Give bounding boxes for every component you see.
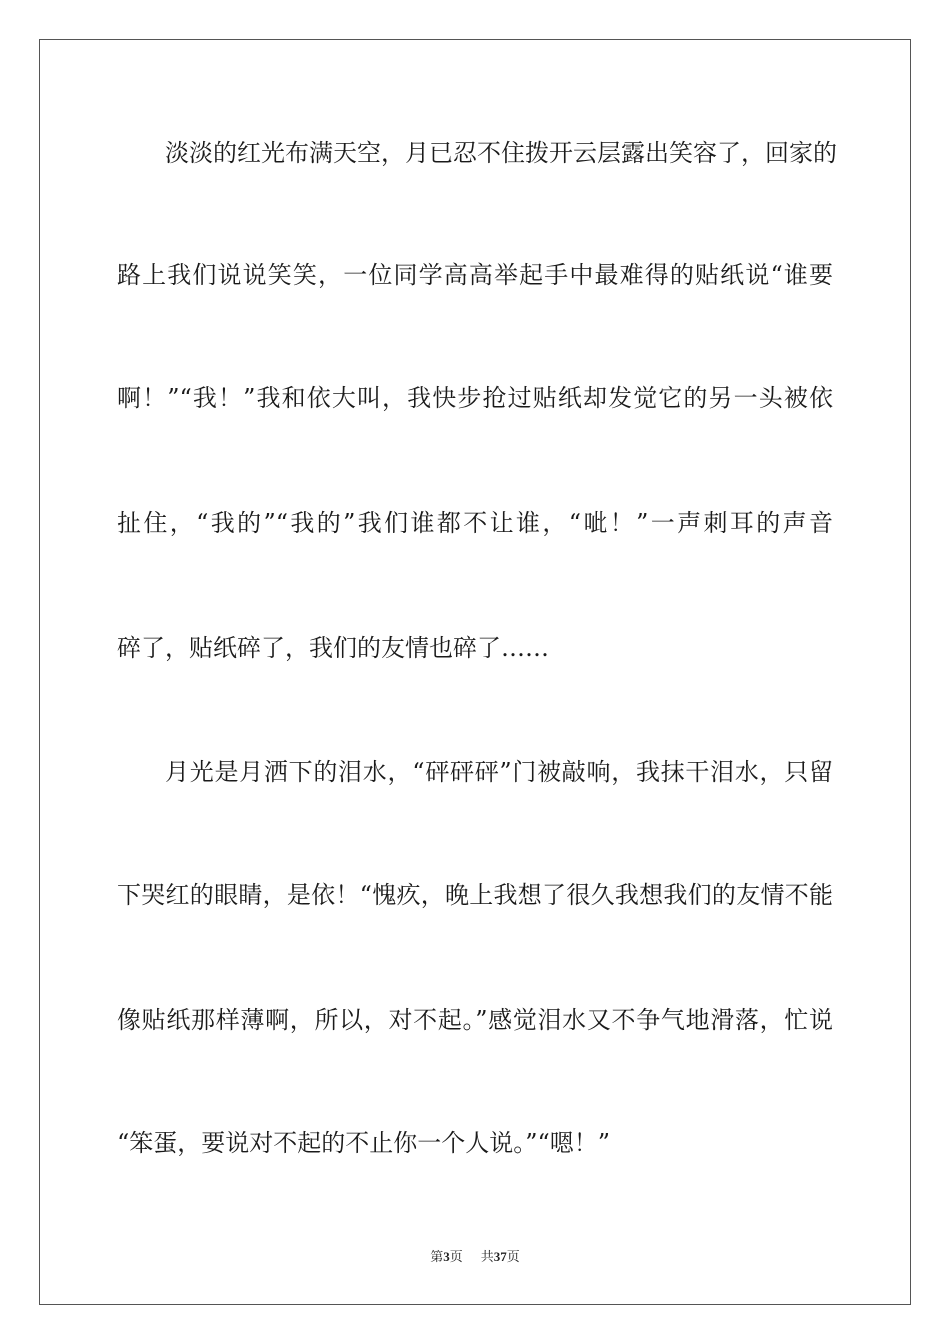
total-prefix: 共 <box>480 1249 494 1264</box>
page-suffix: 页 <box>449 1249 463 1264</box>
paragraph-2-line-1: 月光是月洒下的泪水，“砰砰砰”门被敲响，我抹干泪水，只留 <box>165 758 833 786</box>
page-frame <box>39 39 911 1305</box>
paragraph-2-line-2: 下哭红的眼睛，是依！“愧疚，晚上我想了很久我想我们的友情不能 <box>117 881 833 909</box>
paragraph-1-line-3: 啊！”“我！”我和依大叫，我快步抢过贴纸却发觉它的另一头被依 <box>117 384 833 412</box>
total-pages: 37 <box>493 1249 507 1264</box>
page-footer <box>0 1248 950 1266</box>
paragraph-1-line-5: 碎了，贴纸碎了，我们的友情也碎了…… <box>117 634 549 662</box>
paragraph-2-line-3: 像贴纸那样薄啊，所以，对不起。”感觉泪水又不争气地滑落，忙说 <box>117 1006 833 1034</box>
page-prefix: 第 <box>430 1249 444 1264</box>
paragraph-1-line-4: 扯住，“我的”“我的”我们谁都不让谁，“呲！”一声刺耳的声音 <box>117 509 833 537</box>
paragraph-1-line-1: 淡淡的红光布满天空，月已忍不住拨开云层露出笑容了，回家的 <box>165 139 837 167</box>
total-suffix: 页 <box>506 1249 520 1264</box>
paragraph-1-line-2: 路上我们说说笑笑，一位同学高高举起手中最难得的贴纸说“谁要 <box>117 261 833 289</box>
page-number: 3 <box>443 1249 450 1264</box>
paragraph-2-line-4: “笨蛋，要说对不起的不止你一个人说。”“嗯！” <box>117 1129 611 1157</box>
